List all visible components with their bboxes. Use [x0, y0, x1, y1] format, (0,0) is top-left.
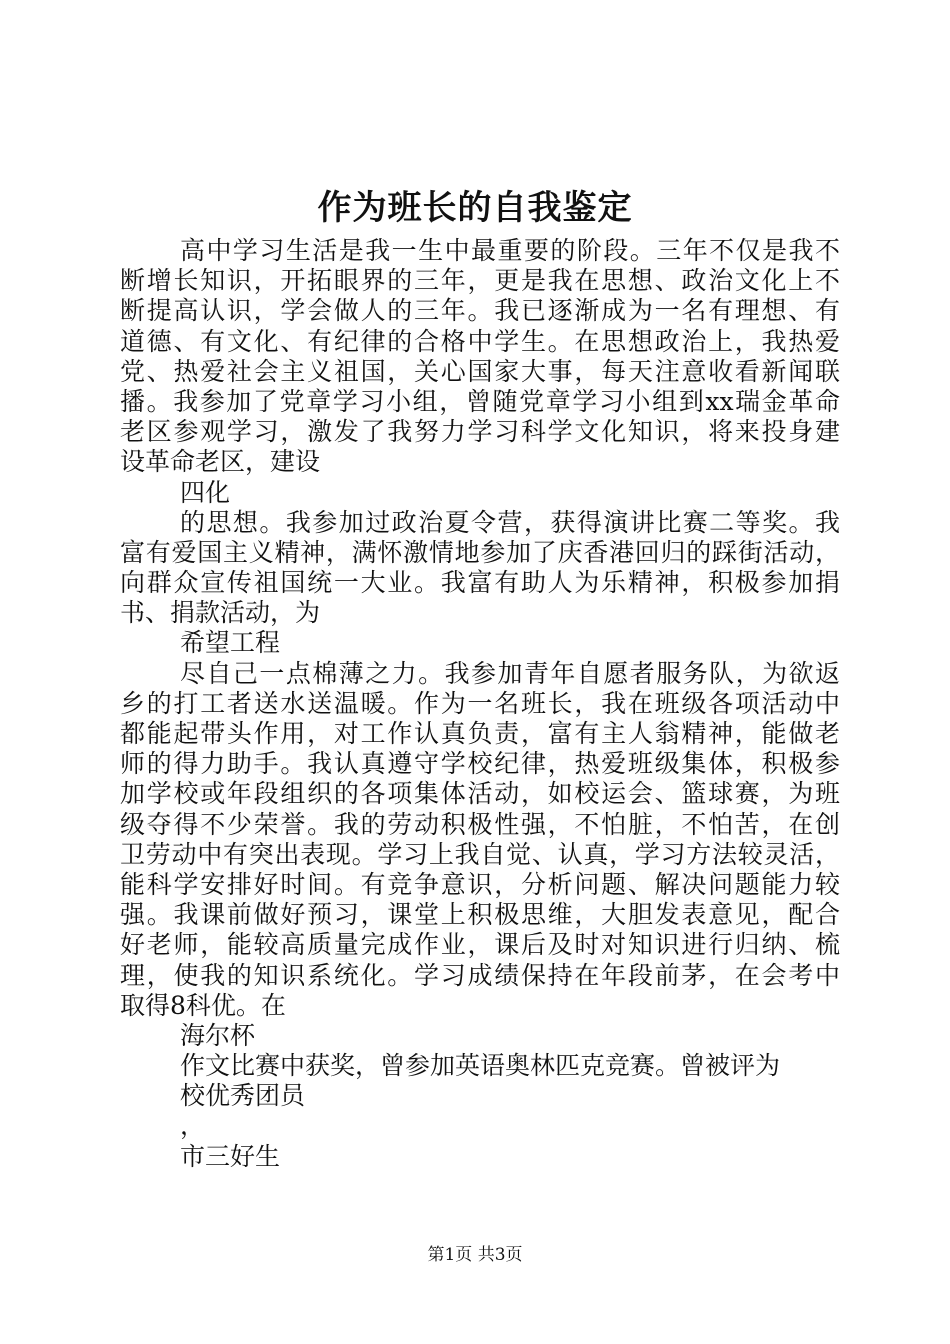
document-title: 作为班长的自我鉴定	[317, 188, 633, 228]
text-line: 断提高认识，学会做人的三年。我已逐渐成为一名有理想、有	[120, 296, 840, 326]
text-line: 理，使我的知识系统化。学习成绩保持在年段前茅，在会考中	[120, 960, 840, 990]
text-line: 能科学安排好时间。有竞争意识，分析问题、解决问题能力较	[120, 869, 840, 899]
text-line: 四化	[180, 477, 231, 507]
text-line: 党、热爱社会主义祖国，关心国家大事，每天注意收看新闻联	[120, 356, 840, 386]
text-line: 尽自己一点棉薄之力。我参加青年自愿者服务队，为欲返	[180, 658, 840, 688]
text-line: 级夺得不少荣誉。我的劳动积极性强，不怕脏，不怕苦，在创	[120, 809, 840, 839]
text-line: 都能起带头作用，对工作认真负责，富有主人翁精神，能做老	[120, 719, 840, 748]
text-line: 高中学习生活是我一生中最重要的阶段。三年不仅是我不	[180, 236, 840, 265]
text-line: 书、捐款活动，为	[120, 598, 321, 628]
text-line: 希望工程	[180, 628, 281, 658]
text-line: 富有爱国主义精神，满怀激情地参加了庆香港回归的踩街活动，	[120, 537, 840, 567]
text-line: 好老师，能较高质量完成作业，课后及时对知识进行归纳、梳	[120, 930, 840, 960]
text-line: 设革命老区，建设	[120, 447, 321, 477]
text-line: 断增长知识，开拓眼界的三年，更是我在思想、政治文化上不	[120, 266, 840, 296]
text-line: 强。我课前做好预习，课堂上积极思维，大胆发表意见，配合	[120, 900, 840, 930]
text-line: 取得8科优。在	[120, 990, 286, 1020]
text-line: 师的得力助手。我认真遵守学校纪律，热爱班级集体，积极参	[120, 749, 840, 779]
text-line: 的思想。我参加过政治夏令营，获得演讲比赛二等奖。我	[180, 507, 840, 537]
text-line: 道德、有文化、有纪律的合格中学生。在思想政治上，我热爱	[120, 326, 840, 356]
text-line: 作文比赛中获奖，曾参加英语奥林匹克竞赛。曾被评为	[180, 1051, 781, 1081]
text-line: 海尔杯	[180, 1020, 256, 1050]
text-line: 卫劳动中有突出表现。学习上我自觉、认真，学习方法较灵活，	[120, 839, 840, 869]
text-line: ，	[180, 1111, 206, 1141]
text-line: 播。我参加了党章学习小组，曾随党章学习小组到xx瑞金革命	[120, 386, 840, 416]
text-line: 加学校或年段组织的各项集体活动，如校运会、篮球赛，为班	[120, 779, 840, 809]
page-footer: 第1页 共3页	[427, 1245, 523, 1265]
text-line: 老区参观学习，激发了我努力学习科学文化知识，将来投身建	[120, 417, 840, 447]
document-body	[120, 236, 840, 1172]
text-line: 乡的打工者送水送温暖。作为一名班长，我在班级各项活动中	[120, 688, 840, 718]
text-line: 市三好生	[180, 1141, 281, 1171]
text-line: 向群众宣传祖国统一大业。我富有助人为乐精神，积极参加捐	[120, 568, 840, 598]
text-line: 校优秀团员	[180, 1081, 306, 1111]
